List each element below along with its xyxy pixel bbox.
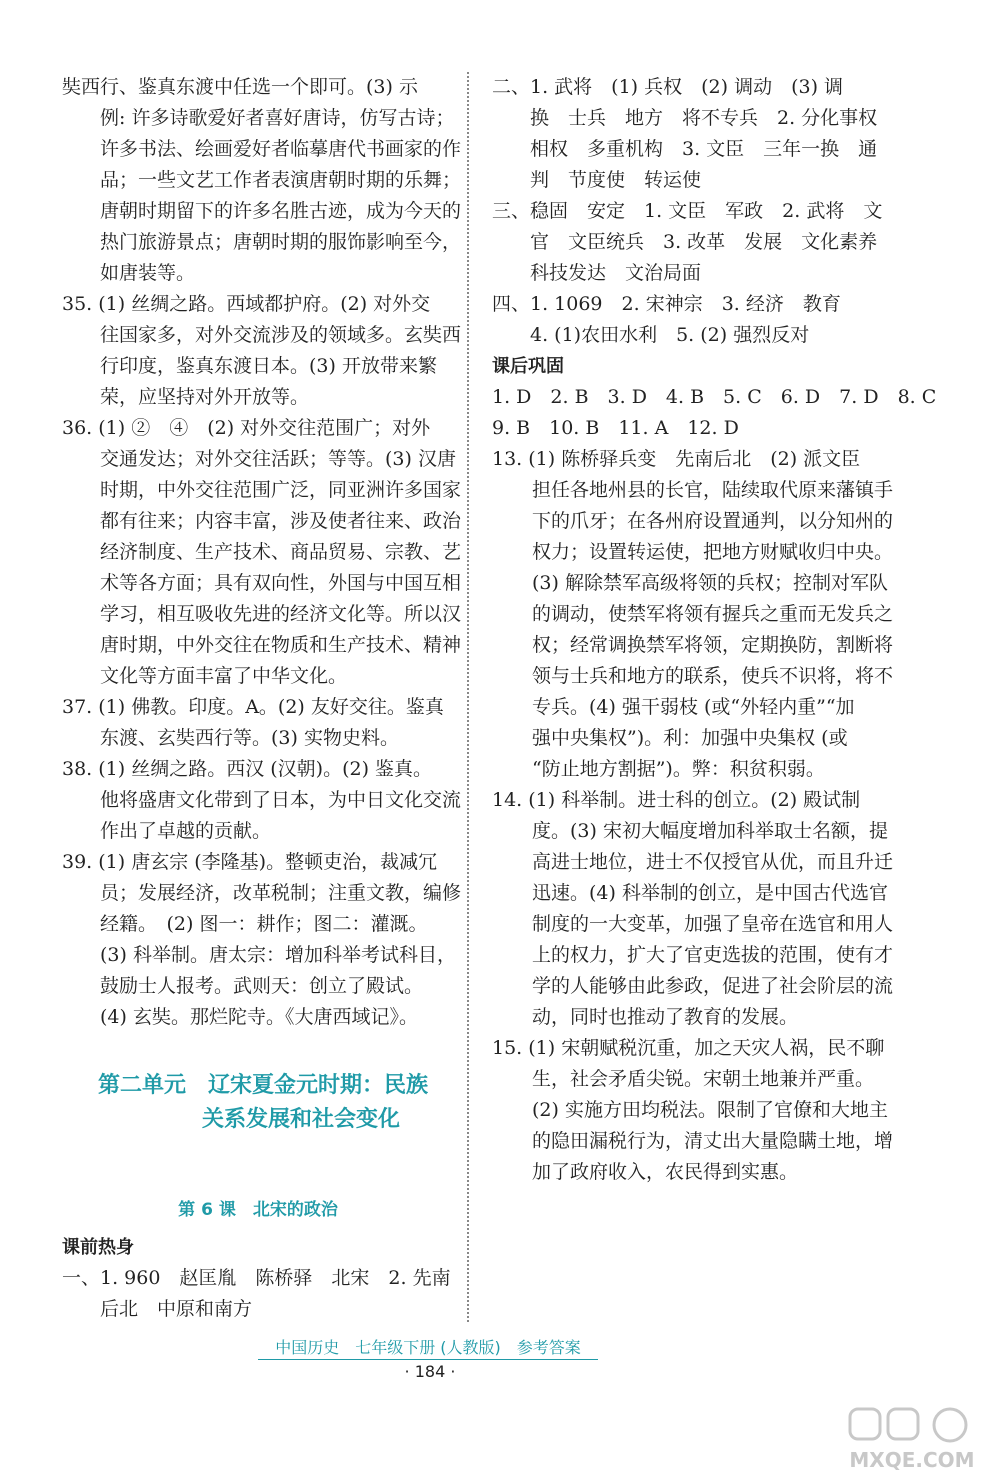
- text-line: 经济制度、生产技术、商品贸易、宗教、艺: [100, 541, 462, 563]
- text-line: 官 文臣统兵 3. 改革 发展 文化素养: [530, 231, 878, 253]
- text-line: 他将盛唐文化带到了日本，为中日文化交流: [100, 789, 462, 811]
- unit-title-continued: 关系发展和社会变化: [202, 1107, 401, 1132]
- text-line: 权力；设置转运使，把地方财赋收归中央。: [532, 541, 894, 563]
- text-line: 专兵。(4) 强干弱枝 (或“外轻内重”“加: [532, 696, 855, 718]
- text-line: 担任各地州县的长官，陆续取代原来藩镇手: [532, 479, 894, 501]
- text-line: 时期，中外交往范围广泛，同亚洲许多国家: [100, 479, 462, 501]
- answer-2: 二、1. 武将 (1) 兵权 (2) 调动 (3) 调: [492, 76, 844, 98]
- section-heading: 课前热身: [62, 1237, 134, 1258]
- text-line: “防止地方割据”)。弊：积贫积弱。: [532, 758, 825, 780]
- answer-37: 37. (1) 佛教。印度。A。(2) 友好交往。鉴真: [62, 696, 444, 718]
- section-heading: 课后巩固: [492, 356, 564, 377]
- answer-35: 35. (1) 丝绸之路。西域都护府。(2) 对外交: [62, 293, 431, 315]
- text-line: 热门旅游景点；唐朝时期的服饰影响至今，: [100, 231, 462, 253]
- answer-39: 39. (1) 唐玄宗 (李隆基)。整顿吏治，裁减冗: [62, 851, 438, 873]
- answer-13: 13. (1) 陈桥驿兵变 先南后北 (2) 派文臣: [492, 448, 861, 470]
- text-line: (3) 解除禁军高级将领的兵权；控制对军队: [532, 572, 888, 594]
- text-line: 权；经常调换禁军将领，定期换防，割断将: [532, 634, 894, 656]
- text-line: 高进士地位，进士不仅授官从优，而且升迁: [532, 851, 894, 873]
- text-line: 强中央集权”)。利：加强中央集权 (或: [532, 727, 848, 749]
- text-line: (4) 玄奘。那烂陀寺。《大唐西域记》。: [100, 1006, 418, 1028]
- text-line: 交通发达；对外交往活跃；等等。(3) 汉唐: [100, 448, 456, 470]
- unit-title: 第二单元 辽宋夏金元时期：民族: [98, 1073, 429, 1098]
- text-line: 4. (1)农田水利 5. (2) 强烈反对: [530, 324, 810, 346]
- text-line: 科技发达 文治局面: [530, 262, 702, 284]
- text-line: 品；一些文艺工作者表演唐朝时期的乐舞；: [100, 169, 462, 191]
- text-line: 的隐田漏税行为，清丈出大量隐瞒土地，增: [532, 1130, 894, 1152]
- page-number: · 184 ·: [404, 1362, 456, 1381]
- answer-1: 一、1. 960 赵匡胤 陈桥驿 北宋 2. 先南: [62, 1267, 451, 1289]
- text-line: 唐朝时期留下的许多名胜古迹，成为今天的: [100, 200, 462, 222]
- left-column: [62, 72, 462, 1325]
- answer-14: 14. (1) 科举制。进士科的创立。(2) 殿试制: [492, 789, 861, 811]
- watermark-logo-icon: [832, 1405, 992, 1475]
- text-line: 例: 许多诗歌爱好者喜好唐诗，仿写古诗；: [100, 107, 455, 129]
- text-line: 动，同时也推动了教育的发展。: [532, 1006, 799, 1028]
- text-line: 领与士兵和地方的联系，使兵不识将，将不: [532, 665, 894, 687]
- text-line: 的调动，使禁军将领有握兵之重而无发兵之: [532, 603, 894, 625]
- text-line: 文化等方面丰富了中华文化。: [100, 665, 348, 687]
- text-line: 后北 中原和南方: [100, 1298, 253, 1320]
- text-line: 度。(3) 宋初大幅度增加科举取士名额，提: [532, 820, 888, 842]
- text-line: 行印度，鉴真东渡日本。(3) 开放带来繁: [100, 355, 437, 377]
- text-line: 作出了卓越的贡献。: [100, 820, 272, 842]
- text-line: 术等各方面；具有双向性，外国与中国互相: [100, 572, 462, 594]
- text-line: 奘西行、鉴真东渡中任选一个即可。(3) 示: [62, 76, 418, 98]
- text-line: 迅速。(4) 科举制的创立，是中国古代选官: [532, 882, 888, 904]
- text-line: (2) 实施方田均税法。限制了官僚和大地主: [532, 1099, 888, 1121]
- footer-book-title: 中国历史 七年级下册 (人教版) 参考答案: [258, 1337, 598, 1360]
- text-line: 许多书法、绘画爱好者临摹唐代书画家的作: [100, 138, 462, 160]
- answer-38: 38. (1) 丝绸之路。西汉 (汉朝)。(2) 鉴真。: [62, 758, 433, 780]
- text-line: 唐时期，中外交往在物质和生产技术、精神: [100, 634, 462, 656]
- text-line: 判 节度使 转运使: [530, 169, 702, 191]
- column-divider: [467, 72, 469, 1322]
- text-line: (3) 科举制。唐太宗：增加科举考试科目，: [100, 944, 456, 966]
- text-line: 如唐装等。: [100, 262, 196, 284]
- watermark-text: MXQE.COM: [849, 1448, 975, 1472]
- watermark-logo: [832, 1405, 992, 1475]
- answer-3: 三、稳固 安定 1. 文臣 军政 2. 武将 文: [492, 200, 883, 222]
- text-line: 上的权力，扩大了官吏选拔的范围，使有才: [532, 944, 894, 966]
- right-column: [492, 72, 937, 1188]
- lesson-title: 第 6 课 北宋的政治: [178, 1200, 338, 1220]
- text-line: 制度的一大变革，加强了皇帝在选官和用人: [532, 913, 894, 935]
- text-line: 下的爪牙；在各州府设置通判，以分知州的: [532, 510, 894, 532]
- text-line: 加了政府收入，农民得到实惠。: [532, 1161, 799, 1183]
- text-line: 鼓励士人报考。武则天：创立了殿试。: [100, 975, 424, 997]
- text-line: 生，社会矛盾尖锐。宋朝土地兼并严重。: [532, 1068, 875, 1090]
- text-line: 学习，相互吸收先进的经济文化等。所以汉: [100, 603, 462, 625]
- answer-15: 15. (1) 宋朝赋税沉重，加之天灾人祸，民不聊: [492, 1037, 885, 1059]
- text-line: 荣，应坚持对外开放等。: [100, 386, 310, 408]
- choice-answers: 9. B 10. B 11. A 12. D: [492, 417, 739, 439]
- text-line: 东渡、玄奘西行等。(3) 实物史料。: [100, 727, 399, 749]
- answer-36: 36. (1) ② ④ (2) 对外交往范围广；对外: [62, 417, 431, 439]
- text-line: 经籍。 (2) 图一：耕作；图二：灌溉。: [100, 913, 428, 935]
- answer-4: 四、1. 1069 2. 宋神宗 3. 经济 教育: [492, 293, 841, 315]
- text-line: 相权 多重机构 3. 文臣 三年一换 通: [530, 138, 878, 160]
- text-line: 换 士兵 地方 将不专兵 2. 分化事权: [530, 107, 878, 129]
- text-line: 员；发展经济，改革税制；注重文教，编修: [100, 882, 462, 904]
- text-line: 学的人能够由此参政，促进了社会阶层的流: [532, 975, 894, 997]
- choice-answers: 1. D 2. B 3. D 4. B 5. C 6. D 7. D 8. C: [492, 386, 937, 408]
- text-line: 往国家多，对外交流涉及的领域多。玄奘西: [100, 324, 462, 346]
- text-line: 都有往来；内容丰富，涉及使者往来、政治: [100, 510, 462, 532]
